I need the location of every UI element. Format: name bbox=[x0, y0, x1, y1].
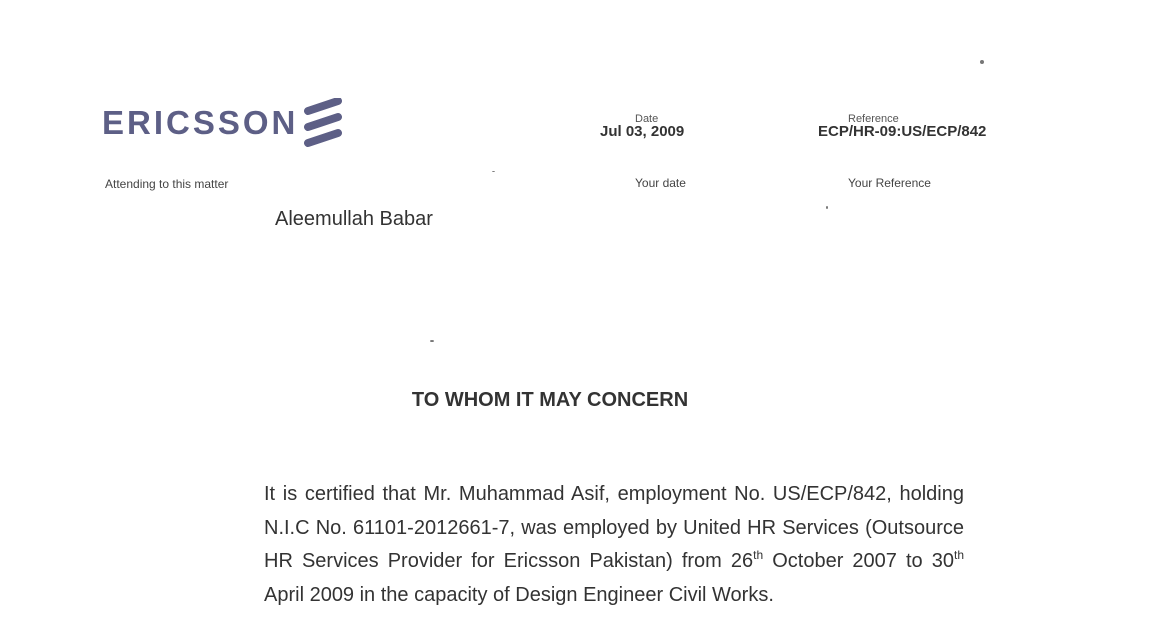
company-logo-text: ERICSSON bbox=[102, 104, 299, 141]
date-label: Date bbox=[635, 113, 659, 125]
date-value: Jul 03, 2009 bbox=[600, 123, 685, 140]
your-reference-label: Your Reference bbox=[848, 176, 931, 190]
letter-body bbox=[264, 478, 964, 612]
body-sup-2: th bbox=[953, 548, 964, 562]
your-date-label: Your date bbox=[635, 176, 686, 190]
reference-label: Reference bbox=[848, 113, 899, 125]
letter-heading-text: TO WHOM IT MAY CONCERN bbox=[411, 389, 689, 411]
body-part-1: It is certified that Mr. Muhammad Asif, employment No. US/ECP/842, holding N.I.C No. 61101-2012661-7, was employed by United HR Services (Outsource HR Services Provider for Ericsson Pakistan) from 26 bbox=[264, 483, 964, 572]
body-part-2: October 2007 to 30 bbox=[763, 550, 954, 572]
scan-speck bbox=[980, 60, 984, 64]
recipient-name: Aleemullah Babar bbox=[275, 208, 433, 230]
ericsson-stripes-icon bbox=[302, 98, 346, 153]
body-sup-1: th bbox=[753, 548, 764, 562]
scan-speck bbox=[430, 340, 434, 342]
letter-heading bbox=[0, 389, 1100, 412]
reference-value: ECP/HR-09:US/ECP/842 bbox=[818, 123, 987, 140]
body-part-3: April 2009 in the capacity of Design Engineer Civil Works. bbox=[264, 583, 774, 606]
attending-label: Attending to this matter bbox=[105, 177, 229, 191]
scan-speck bbox=[826, 206, 828, 209]
scan-speck bbox=[492, 171, 495, 172]
